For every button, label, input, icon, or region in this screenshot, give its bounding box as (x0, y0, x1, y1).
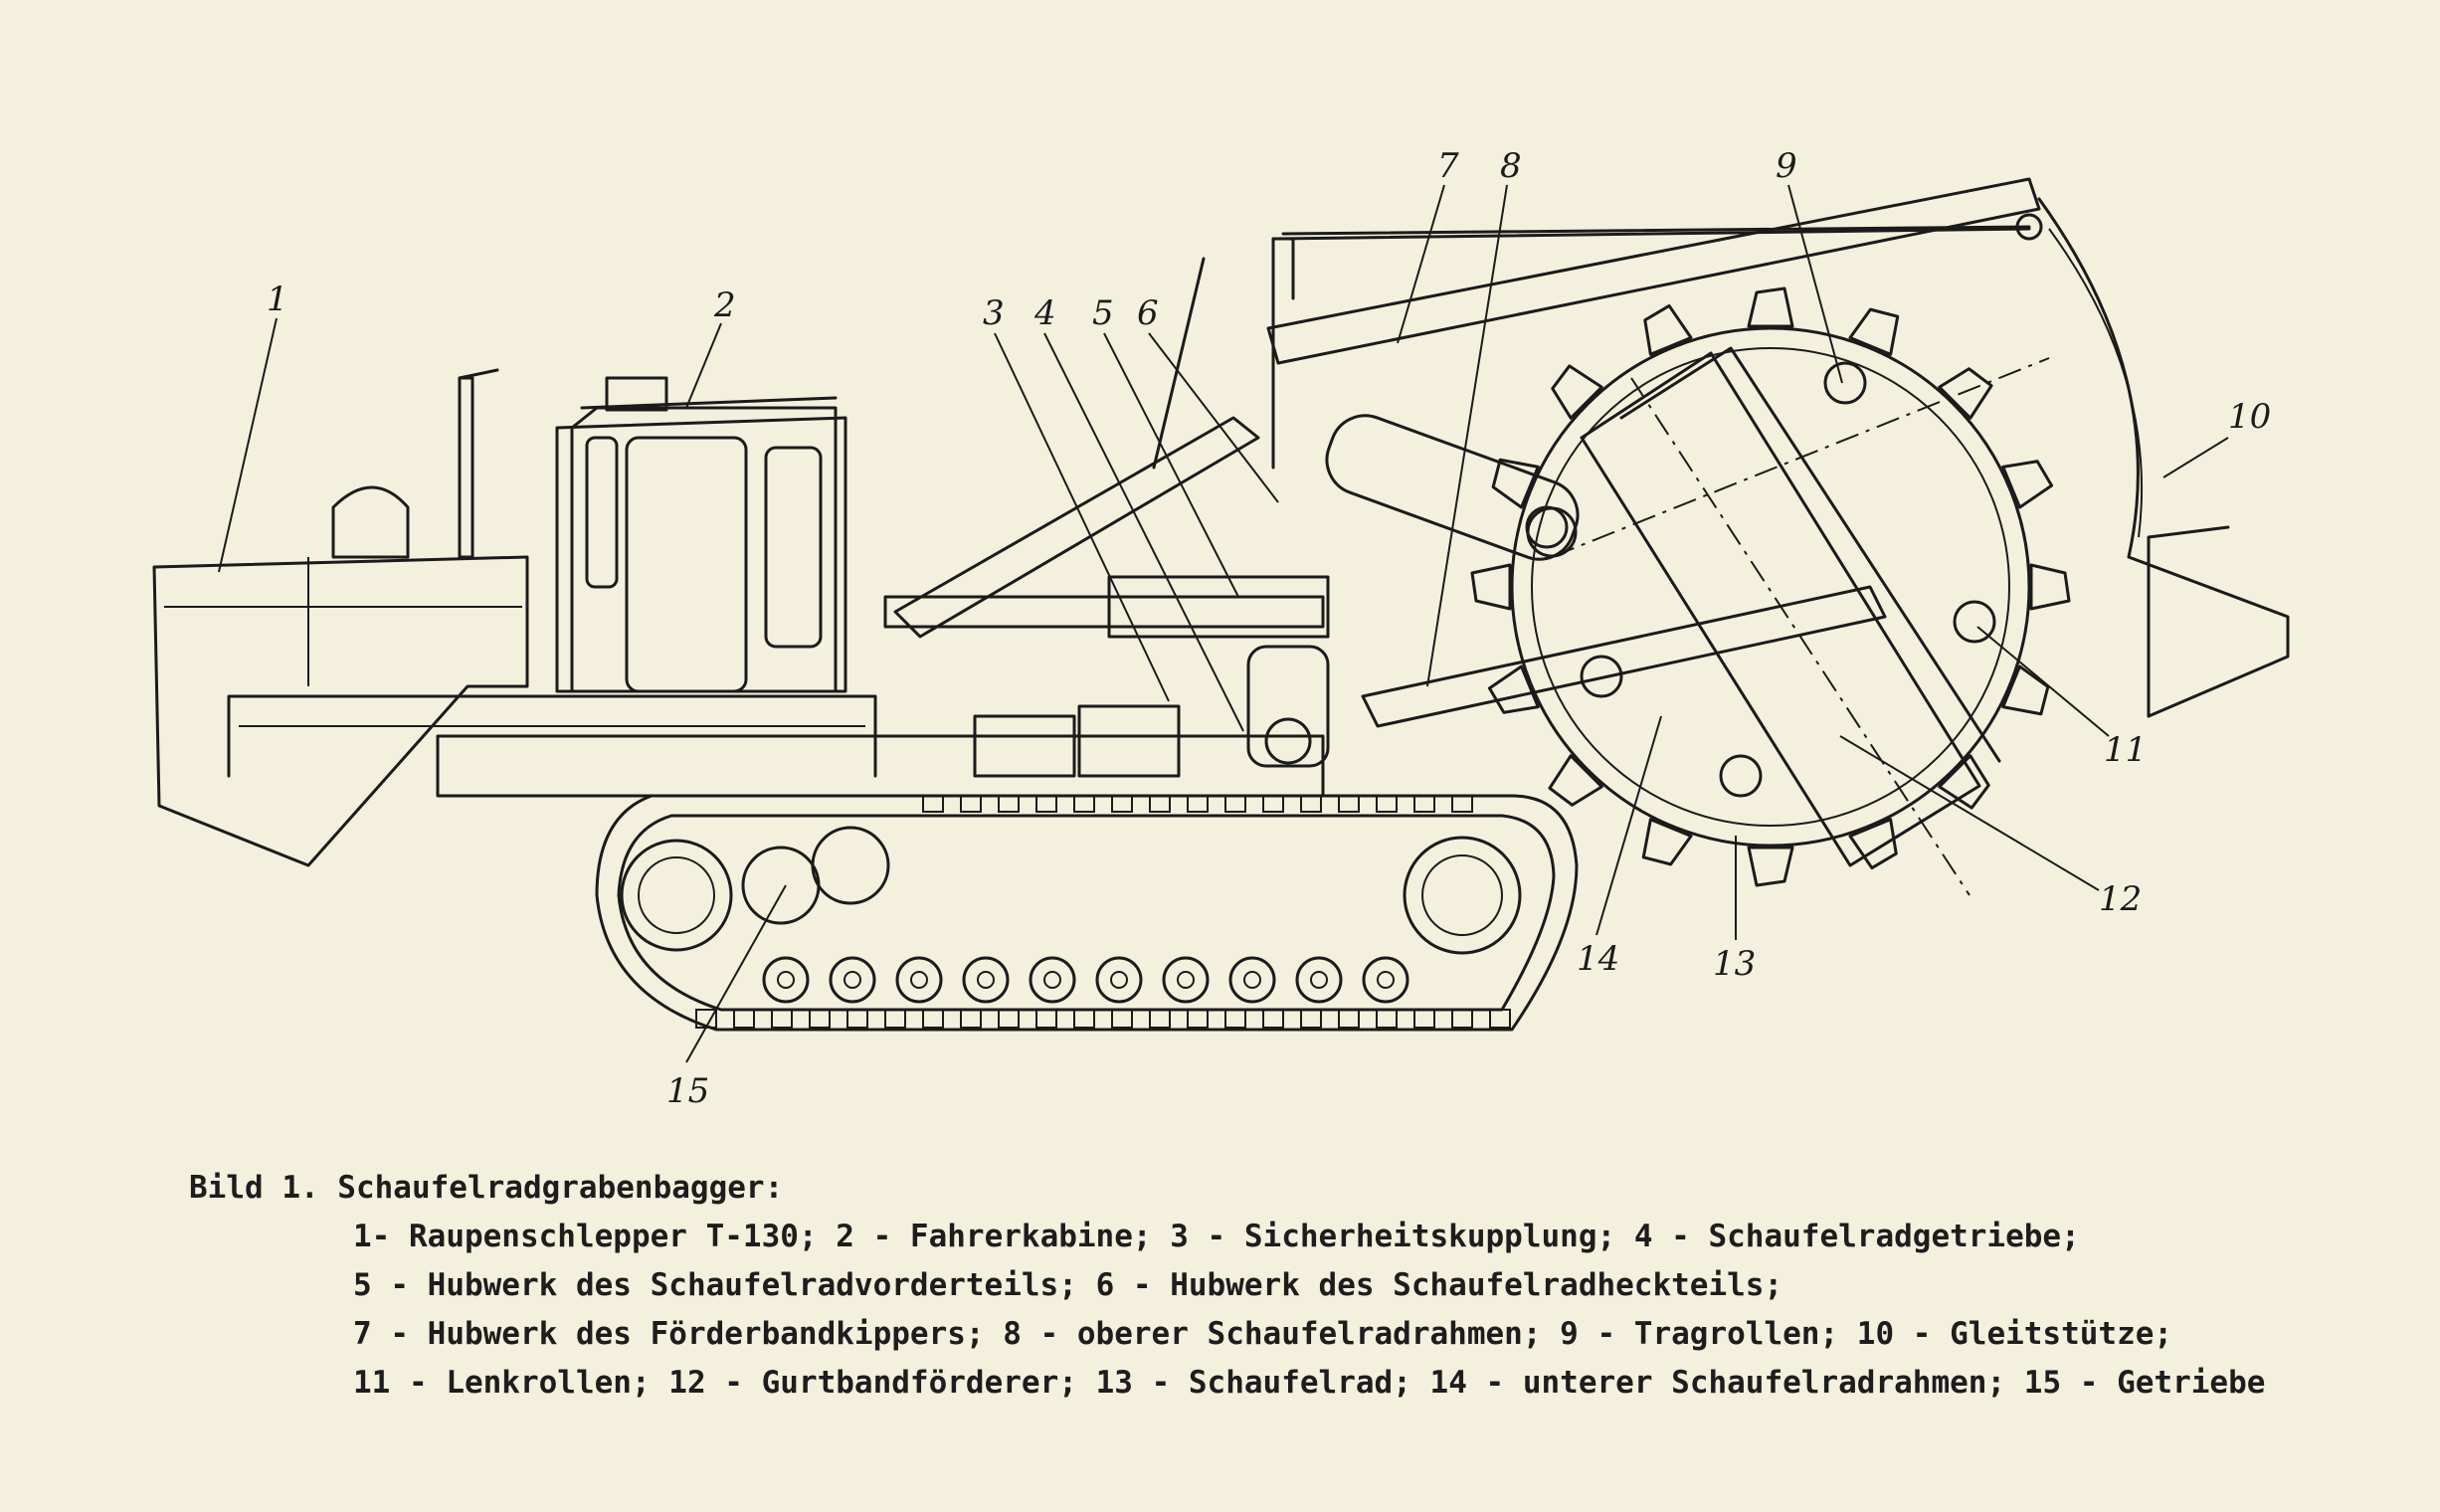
tractor-body (154, 370, 1323, 865)
road-wheel (1031, 958, 1074, 1002)
callout-8: 8 (1500, 146, 1522, 186)
callout-4: 4 (1034, 293, 1056, 333)
road-wheel (1164, 958, 1208, 1002)
road-wheel (964, 958, 1008, 1002)
callout-3: 3 (983, 293, 1005, 333)
road-wheel (831, 958, 874, 1002)
road-wheel (1097, 958, 1141, 1002)
caption-title: Bild 1. Schaufelradgrabenbagger: (189, 1170, 784, 1206)
wheel-bucket (2031, 565, 2069, 609)
callout-9: 9 (1776, 146, 1797, 186)
callout-6: 6 (1137, 293, 1159, 333)
wheel-bucket (1749, 848, 1792, 885)
road-wheel (1230, 958, 1274, 1002)
legend-item-13: 13 - Schaufelrad; (1095, 1365, 1411, 1401)
legend-item-2: 2 - Fahrerkabine; (836, 1219, 1152, 1254)
wheel-bucket (2003, 666, 2055, 721)
caption-legend (189, 1213, 2357, 1408)
wheel-bucket (1940, 360, 1997, 418)
road-wheel (1297, 958, 1341, 1002)
legend-item-4: 4 - Schaufelradgetriebe; (1633, 1219, 2080, 1254)
road-wheel (1364, 958, 1408, 1002)
legend-item-6: 6 - Hubwerk des Schaufelradheckteils; (1095, 1267, 1783, 1303)
legend-item-10: 10 - Gleitstütze; (1856, 1316, 2173, 1352)
legend-item-7: 7 - Hubwerk des Förderbandkippers; (353, 1316, 985, 1352)
boom-and-linkages (885, 179, 2041, 776)
wheel-bucket (2003, 453, 2055, 507)
callout-15: 15 (666, 1071, 710, 1104)
callout-5: 5 (1092, 293, 1114, 333)
wheel-bucket (1544, 756, 1601, 814)
legend-item-14: 14 - unterer Schaufelradrahmen; (1429, 1365, 2006, 1401)
callout-13: 13 (1713, 944, 1757, 984)
callout-11: 11 (2104, 730, 2148, 770)
callout-10: 10 (2228, 397, 2272, 437)
wheel-bucket (1544, 360, 1601, 418)
legend-item-15: 15 - Getriebe (2023, 1365, 2266, 1401)
road-wheel (764, 958, 808, 1002)
crawler-track (597, 796, 1577, 1030)
legend-item-5: 5 - Hubwerk des Schaufelradvorderteils; (353, 1267, 1077, 1303)
wheel-bucket (1749, 288, 1792, 326)
callout-14: 14 (1577, 939, 1620, 979)
legend-item-3: 3 - Sicherheitskupplung; (1170, 1219, 1616, 1254)
legend-item-8: 8 - oberer Schaufelradrahmen; (1003, 1316, 1542, 1352)
wheel-bucket (1636, 302, 1691, 354)
wheel-bucket (1850, 820, 1905, 871)
road-wheel (897, 958, 941, 1002)
legend-item-12: 12 - Gurtbandförderer; (668, 1365, 1077, 1401)
wheel-bucket (1636, 820, 1691, 871)
callout-1: 1 (267, 280, 288, 319)
callout-2: 2 (714, 285, 736, 325)
legend-item-9: 9 - Tragrollen; (1560, 1316, 1839, 1352)
wheel-bucket (1850, 302, 1905, 354)
sliding-support (2039, 199, 2288, 716)
bucket-wheel (1472, 288, 2069, 895)
callout-7: 7 (1437, 146, 1459, 186)
callout-12: 12 (2099, 879, 2143, 919)
wheel-bucket (1472, 565, 1510, 609)
legend-item-1: 1- Raupenschlepper T-130; (353, 1219, 818, 1254)
figure-caption (189, 1164, 2357, 1408)
legend-item-11: 11 - Lenkrollen; (353, 1365, 651, 1401)
